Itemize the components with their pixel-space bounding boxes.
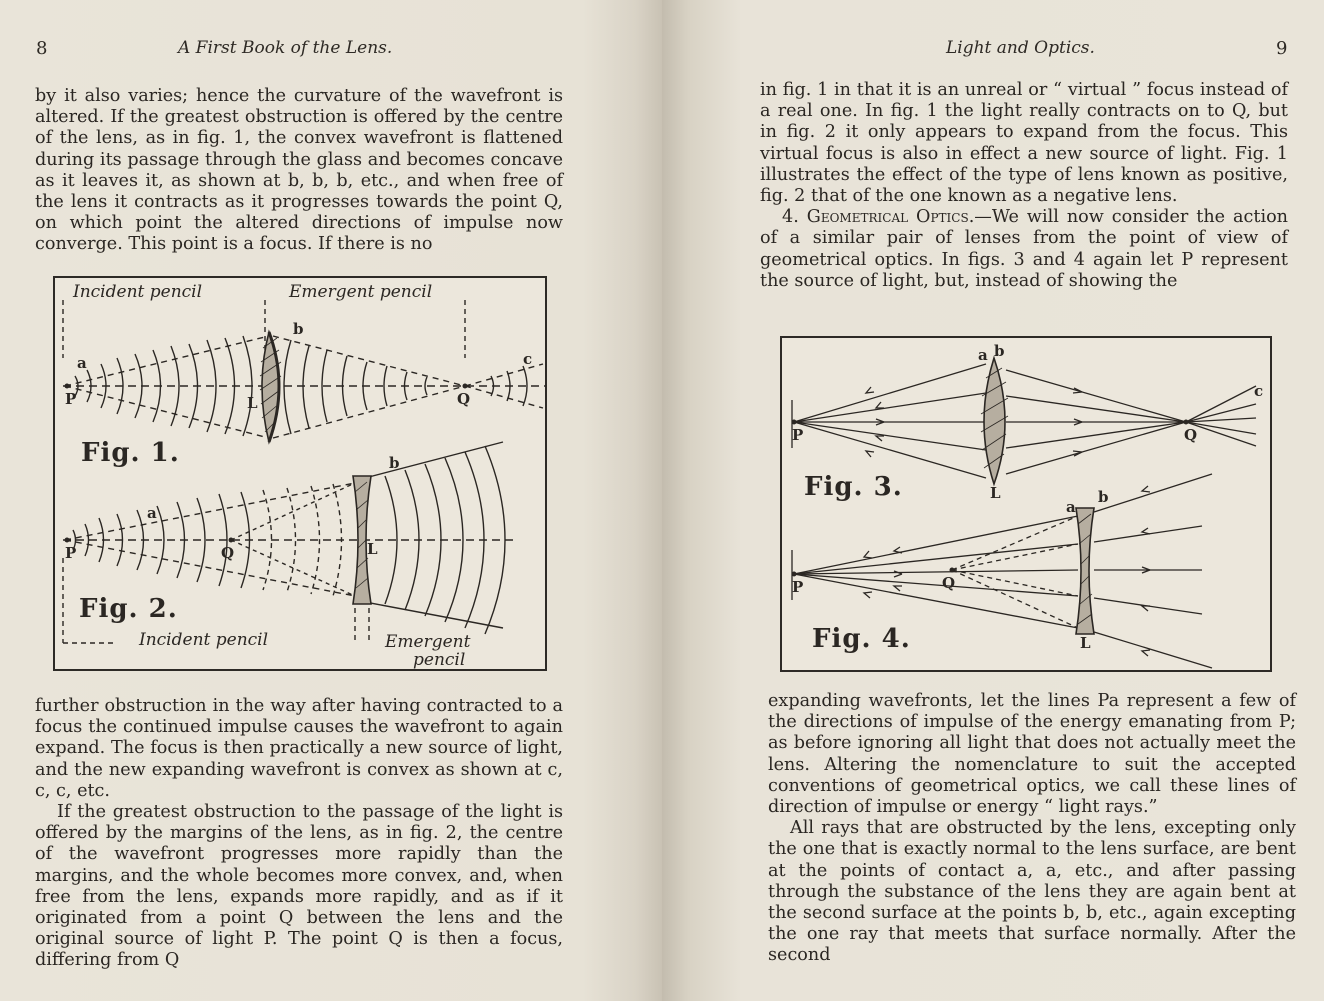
point-P-fig2: P — [65, 544, 77, 562]
lens-L-fig4: L — [1080, 634, 1091, 652]
figure-1-2 — [53, 276, 547, 671]
left-text-bottom — [35, 696, 563, 972]
paragraph: by it also varies; hence the curvature of the wavefront is altered. If the greatest obstruction is offered by the centre of the lens, as in fig. 1, the convex wavefront is flattened during its passage through the glass and becomes concave as it leaves it, as shown at b, b, b, etc., and when free of the lens it contracts as it progresses towards the point Q, on which point the altered directions of impulse now converge. This point is a focus. If there is no — [35, 86, 563, 255]
letter-b-fig2: b — [389, 454, 400, 472]
letter-a-fig3: a — [978, 346, 988, 364]
letter-c-fig1: c — [523, 350, 533, 368]
section-title: Geometrical Optics. — [806, 207, 975, 228]
paragraph-section-4 — [760, 207, 1288, 292]
letter-b-fig1: b — [293, 320, 304, 338]
letter-b-fig4: b — [1098, 488, 1109, 506]
point-Q-fig1: Q — [457, 390, 471, 408]
paragraph: If the greatest obstruction to the passage of the light is offered by the margins of the lens, as in fig. 2, the centre of the wavefront progresses more rapidly than the margins, and the whole becomes more convex, and, when free from the lens, expands more rapidly, and as if it originated from a point Q between the lens and the original source of light P. The point Q is then a focus, differing from Q — [35, 802, 563, 971]
fig-3-label: Fig. 3. — [804, 472, 903, 502]
letter-b-fig3: b — [994, 342, 1005, 360]
paragraph: further obstruction in the way after having contracted to a focus the continued impulse causes the wavefront to again expand. The focus is then practically a new source of light, and the new expanding wavefront is convex as shown at c, c, c, etc. — [35, 696, 563, 801]
left-text-top — [35, 86, 563, 256]
page-number-right: 9 — [1276, 38, 1288, 59]
letter-c-fig3: c — [1254, 382, 1264, 400]
lens-L-fig2: L — [367, 540, 378, 558]
right-page — [662, 0, 1324, 1001]
point-P-fig4: P — [792, 578, 804, 596]
point-Q-fig4: Q — [942, 574, 956, 592]
page-number-left: 8 — [36, 38, 48, 59]
running-title-left: A First Book of the Lens. — [178, 38, 393, 58]
lens-L-fig3: L — [990, 484, 1001, 502]
right-text-bottom — [768, 691, 1296, 967]
paragraph: All rays that are obstructed by the lens, excepting only the one that is exactly normal to the lens surface, are bent at the points of contact a, a, etc., and after passing through the substance of the lens they are again bent at the second surface at the points b, b, etc., again excepting the one ray that meets that surface normally. After the second — [768, 818, 1296, 966]
incident-pencil-label-bottom: Incident pencil — [139, 630, 269, 650]
paragraph: expanding wavefronts, let the lines Pa represent a few of the directions of impulse of the energy emanating from P; as before ignoring all light that does not actually meet the lens. Altering the nomenclature to suit the accepted conventions of geometrical optics, we call these lines of direction of impulse or energy “ light rays.” — [768, 691, 1296, 818]
fig-4-label: Fig. 4. — [812, 624, 911, 654]
fig-2-label: Fig. 2. — [79, 594, 178, 624]
letter-a-fig2: a — [147, 504, 157, 522]
point-Q-fig2: Q — [221, 544, 235, 562]
letter-a-fig1: a — [77, 354, 87, 372]
point-P-fig3: P — [792, 426, 804, 444]
right-text-top — [760, 80, 1288, 292]
running-title-right: Light and Optics. — [946, 38, 1095, 58]
point-P-fig1: P — [65, 390, 77, 408]
incident-pencil-label-top: Incident pencil — [73, 282, 203, 302]
emergent-pencil-label-bottom: Emergent — [385, 632, 471, 652]
section-text: —We will now consider the action of a similar pair of lenses from the point of view of geometrical optics. In figs. 3 and 4 again let P represent the source of light, but, instead of showing the — [760, 207, 1289, 291]
point-Q-fig3: Q — [1184, 426, 1198, 444]
letter-a-fig4: a — [1066, 498, 1076, 516]
fig-1-label: Fig. 1. — [81, 438, 180, 468]
emergent-pencil-label-top: Emergent pencil — [289, 282, 433, 302]
figure-3-4 — [780, 336, 1272, 672]
section-number: 4. — [782, 207, 799, 228]
emergent-pencil-label-bottom-2: pencil — [413, 650, 466, 670]
paragraph: in fig. 1 in that it is an unreal or “ virtual ” focus instead of a real one. In fig. 1 the light really contracts on to Q, but in fig. 2 it only appears to expand from the focus. This virtual focus is also in effect a new source of light. Fig. 1 illustrates the effect of the type of lens known as positive, fig. 2 that of the one known as a negative lens. — [760, 80, 1288, 207]
lens-L-fig1: L — [247, 394, 258, 412]
